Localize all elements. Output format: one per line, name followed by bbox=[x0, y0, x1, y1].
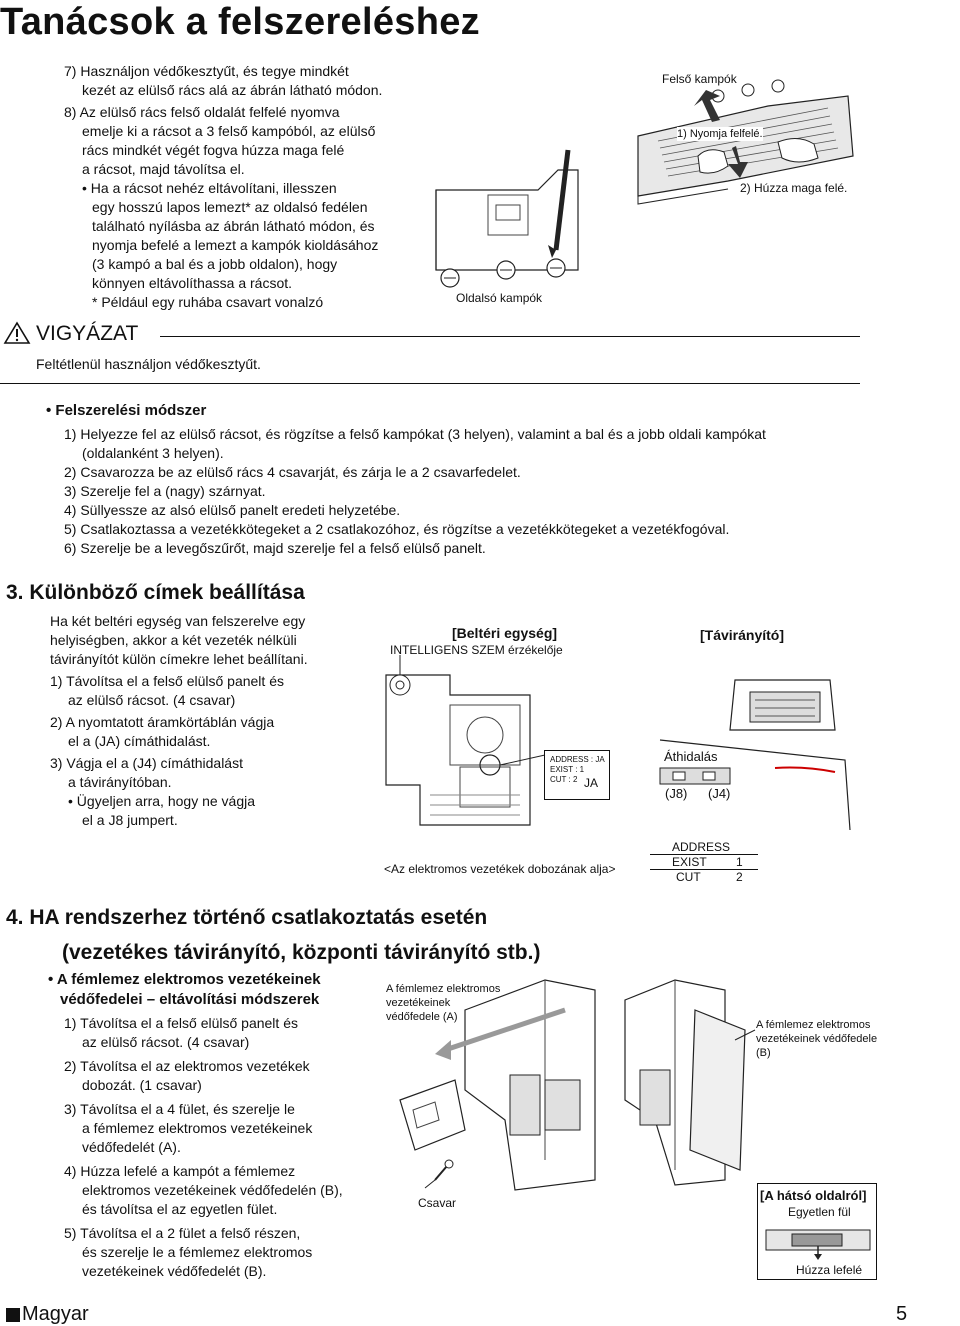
caution-text: Feltétlenül használjon védőkesztyűt. bbox=[36, 356, 261, 372]
single-tab-label: Egyetlen fül bbox=[788, 1205, 851, 1219]
cover-b-removal-illustration bbox=[615, 970, 755, 1190]
section-4-heading-2: (vezetékes távirányító, központi távirányító stb.) bbox=[62, 941, 541, 964]
sec4-line: 2) Távolítsa el az elektromos vezetékek bbox=[64, 1058, 310, 1074]
side-hooks-illustration bbox=[428, 150, 598, 290]
sec3-line: • Ügyeljen arra, hogy ne vágja bbox=[68, 793, 256, 809]
sec3-line: távirányítót külön címekre lehet beállítani. bbox=[50, 651, 308, 667]
sec4-line: vezetékeinek védőfedelét (B). bbox=[82, 1263, 267, 1279]
sec4-line: a fémlemez elektromos vezetékeinek bbox=[82, 1120, 313, 1136]
screw-label: Csavar bbox=[418, 1196, 457, 1210]
sec4-line: 1) Távolítsa el a felső elülső panelt és bbox=[64, 1015, 298, 1031]
sec3-line: el a (JA) címáthidalást. bbox=[68, 733, 211, 749]
install-step: 3) Szerelje fel a (nagy) szárnyat. bbox=[64, 483, 266, 499]
install-step: 1) Helyezze fel az elülső rácsot, és rögzítse a felső kampókat (3 helyen), valamint a bal és a jobb oldali kampókat bbox=[64, 426, 766, 442]
section-4-steps bbox=[64, 1014, 343, 1281]
remote-controller-illustration bbox=[655, 650, 855, 840]
sec4-line: 3) Távolítsa el a 4 fület, és szerelje le bbox=[64, 1101, 295, 1117]
warning-icon bbox=[4, 322, 30, 344]
table-cell: 1 bbox=[736, 855, 743, 869]
pull-toward-label: 2) Húzza maga felé. bbox=[740, 181, 848, 195]
indoor-unit-label: [Beltéri egység] bbox=[452, 625, 558, 641]
j4-label: (J4) bbox=[708, 786, 731, 801]
sec4-line: elektromos vezetékeinek védőfedelén (B), bbox=[82, 1182, 343, 1198]
sec3-line: az elülső rácsot. (4 csavar) bbox=[68, 692, 236, 708]
step-8-line: rács mindkét végét fogva húzza maga felé bbox=[82, 142, 345, 158]
sec4-line: és távolítsa el az egyetlen fület. bbox=[82, 1201, 278, 1217]
remote-label: [Távirányító] bbox=[700, 627, 785, 643]
sec3-line: Ha két beltéri egység van felszerelve egy bbox=[50, 613, 306, 629]
sec4-line: és szerelje le a fémlemez elektromos bbox=[82, 1244, 313, 1260]
caution-title: VIGYÁZAT bbox=[36, 322, 139, 345]
cover-a-removal-illustration bbox=[395, 970, 615, 1200]
cover-a-line: A fémlemez elektromos bbox=[386, 983, 501, 995]
step-7-line: 7) Használjon védőkesztyűt, és tegye mindkét bbox=[64, 63, 349, 79]
sec4-line: dobozát. (1 csavar) bbox=[82, 1077, 202, 1093]
cover-b-line: vezetékeinek védőfedele bbox=[756, 1033, 878, 1045]
section-divider bbox=[0, 383, 860, 384]
cover-a-line: védőfedele (A) bbox=[386, 1011, 458, 1023]
sec3-line: 3) Vágja el a (J4) címáthidalást bbox=[50, 755, 243, 771]
address-line: CUT : 2 bbox=[550, 775, 578, 784]
sec3-line: 1) Távolítsa el a felső elülső panelt és bbox=[50, 673, 284, 689]
section-4-heading: 4. HA rendszerhez történő csatlakoztatás esetén bbox=[6, 906, 488, 929]
caution-rule bbox=[160, 336, 860, 337]
tip-line: * Például egy ruhába csavart vonalzó bbox=[92, 294, 324, 310]
language-marker-icon bbox=[6, 1308, 20, 1322]
sec4-line: 5) Távolítsa el a 2 fület a felső részen, bbox=[64, 1225, 301, 1241]
tip-line: nyomja befelé a lemezt a kampók kioldásához bbox=[92, 237, 379, 253]
step-8-line: emelje ki a rácsot a 3 felső kampóból, az elülső bbox=[82, 123, 376, 139]
table-row bbox=[650, 840, 758, 855]
top-hooks-label: Felső kampók bbox=[662, 72, 737, 86]
install-step: 5) Csatlakoztassa a vezetékkötegeket a 2 csatlakozóhoz, és rögzítse a vezetékkötegeket a vezetékfogóval. bbox=[64, 521, 730, 537]
tip-line: egy hosszú lapos lemezt* az oldalsó fedélen bbox=[92, 199, 368, 215]
table-rule bbox=[650, 869, 758, 870]
side-hooks-label: Oldalsó kampók bbox=[456, 291, 543, 305]
page-title: Tanácsok a felszereléshez bbox=[0, 1, 480, 43]
section-3-text bbox=[50, 612, 308, 830]
sec3-line: el a J8 jumpert. bbox=[82, 812, 178, 828]
sec4-line: 4) Húzza lefelé a kampót a fémlemez bbox=[64, 1163, 296, 1179]
step-7-line: kezét az elülső rács alá az ábrán látható módon. bbox=[82, 82, 383, 98]
table-row bbox=[650, 870, 758, 885]
step-8-line: 8) Az elülső rács felső oldalát felfelé nyomva bbox=[64, 104, 340, 120]
address-line: ADDRESS : JA bbox=[550, 755, 605, 764]
back-side-tab-illustration bbox=[762, 1220, 874, 1260]
footer-language: Magyar bbox=[22, 1303, 89, 1325]
sec4-subheading: • A fémlemez elektromos vezetékeinek bbox=[48, 971, 321, 988]
pull-down-label: Húzza lefelé bbox=[796, 1263, 863, 1277]
section-3-heading: 3. Különböző címek beállítása bbox=[6, 581, 305, 604]
cover-b-label bbox=[756, 1018, 877, 1060]
back-side-label: [A hátsó oldalról] bbox=[760, 1188, 867, 1203]
install-steps bbox=[64, 425, 766, 558]
push-up-label: 1) Nyomja felfelé. bbox=[677, 128, 763, 140]
cover-b-line: A fémlemez elektromos bbox=[756, 1019, 871, 1031]
install-step: 2) Csavarozza be az elülső rács 4 csavarját, és zárja le a 2 csavarfedelet. bbox=[64, 464, 521, 480]
table-cell: ADDRESS bbox=[672, 840, 731, 854]
tip-line: könnyen eltávolíthassa a rácsot. bbox=[92, 275, 293, 291]
indoor-unit-pcb-illustration bbox=[380, 655, 620, 840]
install-step: 4) Süllyessze az alsó elülső panelt eredeti helyzetébe. bbox=[64, 502, 401, 518]
footer-page-number: 5 bbox=[896, 1303, 908, 1325]
box-bottom-caption: <Az elektromos vezetékek dobozának alja> bbox=[384, 862, 616, 876]
table-rule bbox=[650, 854, 758, 855]
table-row bbox=[650, 855, 758, 870]
install-heading: • Felszerelési módszer bbox=[46, 402, 207, 419]
ja-label: JA bbox=[584, 776, 599, 790]
jumper-label: Áthidalás bbox=[664, 749, 718, 764]
tip-line: (3 kampó a bal és a jobb oldalon), hogy bbox=[92, 256, 338, 272]
sec3-line: helyiségben, akkor a két vezeték nélküli bbox=[50, 632, 297, 648]
table-cell bbox=[736, 840, 758, 855]
sec4-subheading-2: védőfedelei – eltávolítási módszerek bbox=[60, 991, 320, 1008]
j8-label: (J8) bbox=[665, 786, 688, 801]
table-cell: 2 bbox=[736, 870, 743, 884]
tip-line: • Ha a rácsot nehéz eltávolítani, illesszen bbox=[82, 180, 337, 196]
sec3-line: 2) A nyomtatott áramkörtáblán vágja bbox=[50, 714, 275, 730]
table-cell: EXIST bbox=[672, 855, 707, 869]
sec4-line: az elülső rácsot. (4 csavar) bbox=[82, 1034, 250, 1050]
cover-b-line: (B) bbox=[756, 1047, 771, 1059]
address-line: EXIST : 1 bbox=[550, 765, 585, 774]
sec4-line: védőfedelét (A). bbox=[82, 1139, 181, 1155]
top-instructions bbox=[64, 62, 382, 312]
install-step: (oldalanként 3 helyen). bbox=[82, 445, 224, 461]
intelligent-eye-label: INTELLIGENS SZEM érzékelője bbox=[390, 643, 563, 657]
tip-line: található nyílásba az ábrán látható módon, és bbox=[92, 218, 375, 234]
table-cell: CUT bbox=[676, 870, 701, 884]
sec3-line: a távirányítóban. bbox=[68, 774, 172, 790]
step-8-line: a rácsot, majd távolítsa el. bbox=[82, 161, 245, 177]
install-step: 6) Szerelje be a levegőszűrőt, majd szerelje fel a felső elülső panelt. bbox=[64, 540, 486, 556]
address-table bbox=[650, 840, 758, 885]
cover-a-line: vezetékeinek bbox=[386, 997, 451, 1009]
